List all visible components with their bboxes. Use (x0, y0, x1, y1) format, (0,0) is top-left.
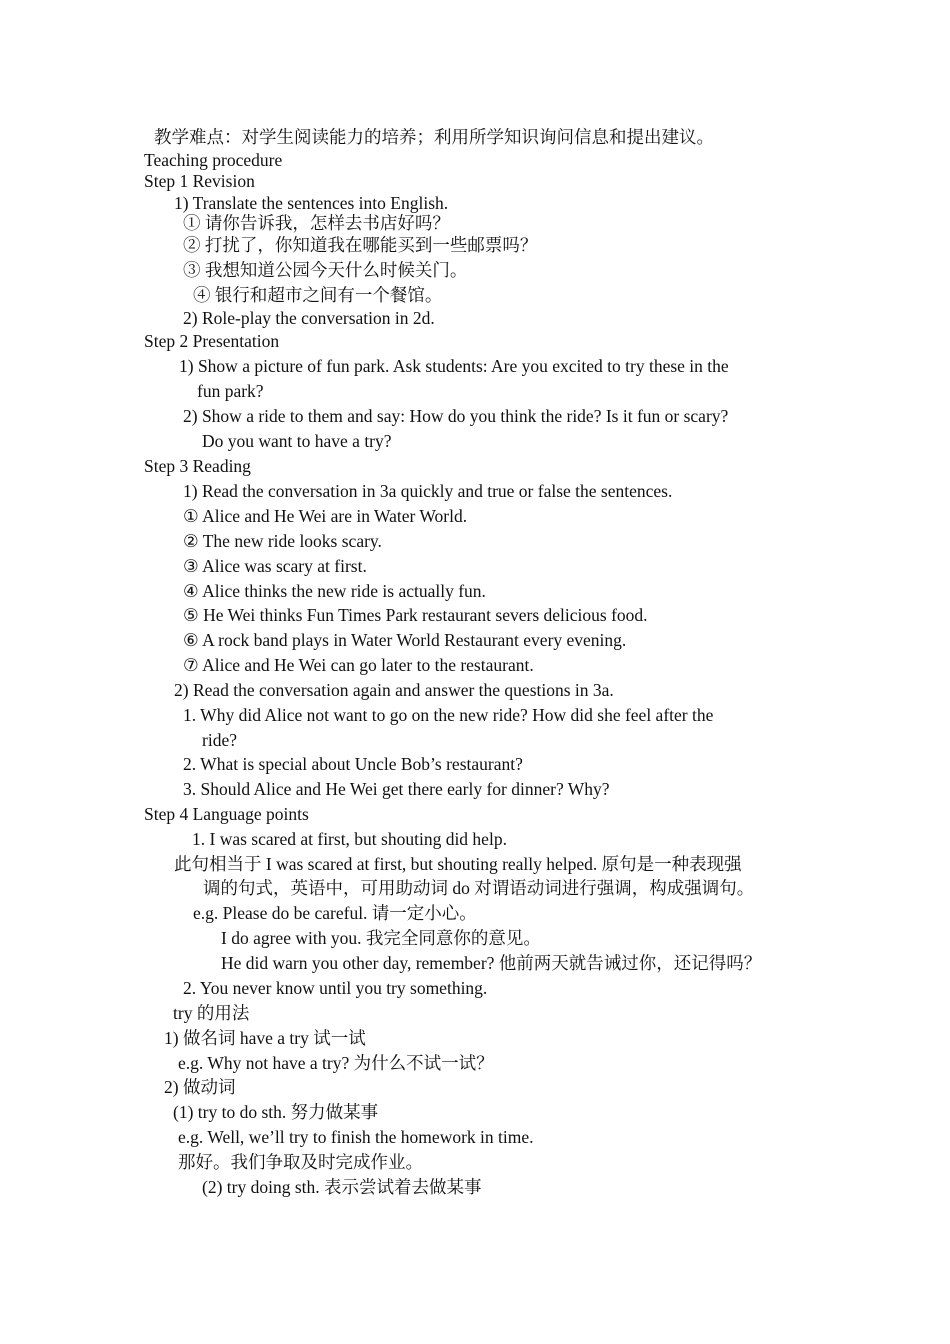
teaching-difficulty: 教学难点：对学生阅读能力的培养；利用所学知识询问信息和提出建议。 (154, 127, 714, 147)
example-1: e.g. Please do be careful. 请一定小心。 (193, 903, 477, 923)
step2-heading: Step 2 Presentation (144, 331, 280, 351)
step2-task1-line1: 1) Show a picture of fun park. Ask students: Are you excited to try these in the (179, 356, 729, 376)
translate-item-1: ① 请你告诉我，怎样去书店好吗？ (183, 213, 450, 233)
statement-3: ③ Alice was scary at first. (183, 556, 367, 576)
step2-task2-line2: Do you want to have a try? (202, 431, 392, 451)
example-2: I do agree with you. 我完全同意你的意见。 (221, 928, 541, 948)
step4-heading: Step 4 Language points (144, 804, 309, 824)
step2-task1-line2: fun park? (197, 381, 264, 401)
translate-item-4: ④ 银行和超市之间有一个餐馆。 (193, 285, 443, 305)
step1-task1: 1) Translate the sentences into English. (174, 193, 449, 213)
try-verb-usage-1-translation: 那好。我们争取及时完成作业。 (178, 1152, 423, 1172)
translate-item-3: ③ 我想知道公园今天什么时候关门。 (183, 260, 468, 280)
language-point-1: 1. I was scared at first, but shouting did help. (192, 829, 507, 849)
step1-heading: Step 1 Revision (144, 171, 255, 191)
statement-5: ⑤ He Wei thinks Fun Times Park restaurant severs delicious food. (183, 605, 648, 625)
question-2: 2. What is special about Uncle Bob’s restaurant? (183, 754, 523, 774)
example-3: He did warn you other day, remember? 他前两天就告诫过你，还记得吗？ (221, 953, 762, 973)
step3-heading: Step 3 Reading (144, 456, 251, 476)
statement-2: ② The new ride looks scary. (183, 531, 382, 551)
try-verb: 2) 做动词 (164, 1077, 236, 1097)
try-noun: 1) 做名词 have a try 试一试 (164, 1028, 366, 1048)
step2-task2-line1: 2) Show a ride to them and say: How do you think the ride? Is it fun or scary? (183, 406, 729, 426)
translate-item-2: ② 打扰了，你知道我在哪能买到一些邮票吗？ (183, 235, 538, 255)
procedure-heading: Teaching procedure (144, 150, 283, 170)
statement-4: ④ Alice thinks the new ride is actually fun. (183, 581, 486, 601)
question-1-line2: ride? (202, 730, 237, 750)
try-noun-example: e.g. Why not have a try? 为什么不试一试？ (178, 1053, 494, 1073)
try-usage-heading: try 的用法 (173, 1003, 250, 1023)
explanation-line2: 调的句式，英语中，可用助动词 do 对谓语动词进行强调，构成强调句。 (203, 878, 755, 898)
step3-task2: 2) Read the conversation again and answer the questions in 3a. (174, 680, 614, 700)
statement-1: ① Alice and He Wei are in Water World. (183, 506, 468, 526)
explanation-line1: 此句相当于 I was scared at first, but shouting really helped. 原句是一种表现强 (174, 854, 742, 874)
language-point-2: 2. You never know until you try something. (183, 978, 488, 998)
try-verb-usage-2: (2) try doing sth. 表示尝试着去做某事 (202, 1177, 482, 1197)
try-verb-usage-1-example: e.g. Well, we’ll try to finish the homework in time. (178, 1127, 534, 1147)
question-3: 3. Should Alice and He Wei get there early for dinner? Why? (183, 779, 610, 799)
try-verb-usage-1: (1) try to do sth. 努力做某事 (173, 1102, 379, 1122)
step3-task1: 1) Read the conversation in 3a quickly and true or false the sentences. (183, 481, 673, 501)
statement-6: ⑥ A rock band plays in Water World Restaurant every evening. (183, 630, 627, 650)
statement-7: ⑦ Alice and He Wei can go later to the restaurant. (183, 655, 534, 675)
question-1-line1: 1. Why did Alice not want to go on the new ride? How did she feel after the (183, 705, 714, 725)
step1-task2: 2) Role-play the conversation in 2d. (183, 308, 435, 328)
